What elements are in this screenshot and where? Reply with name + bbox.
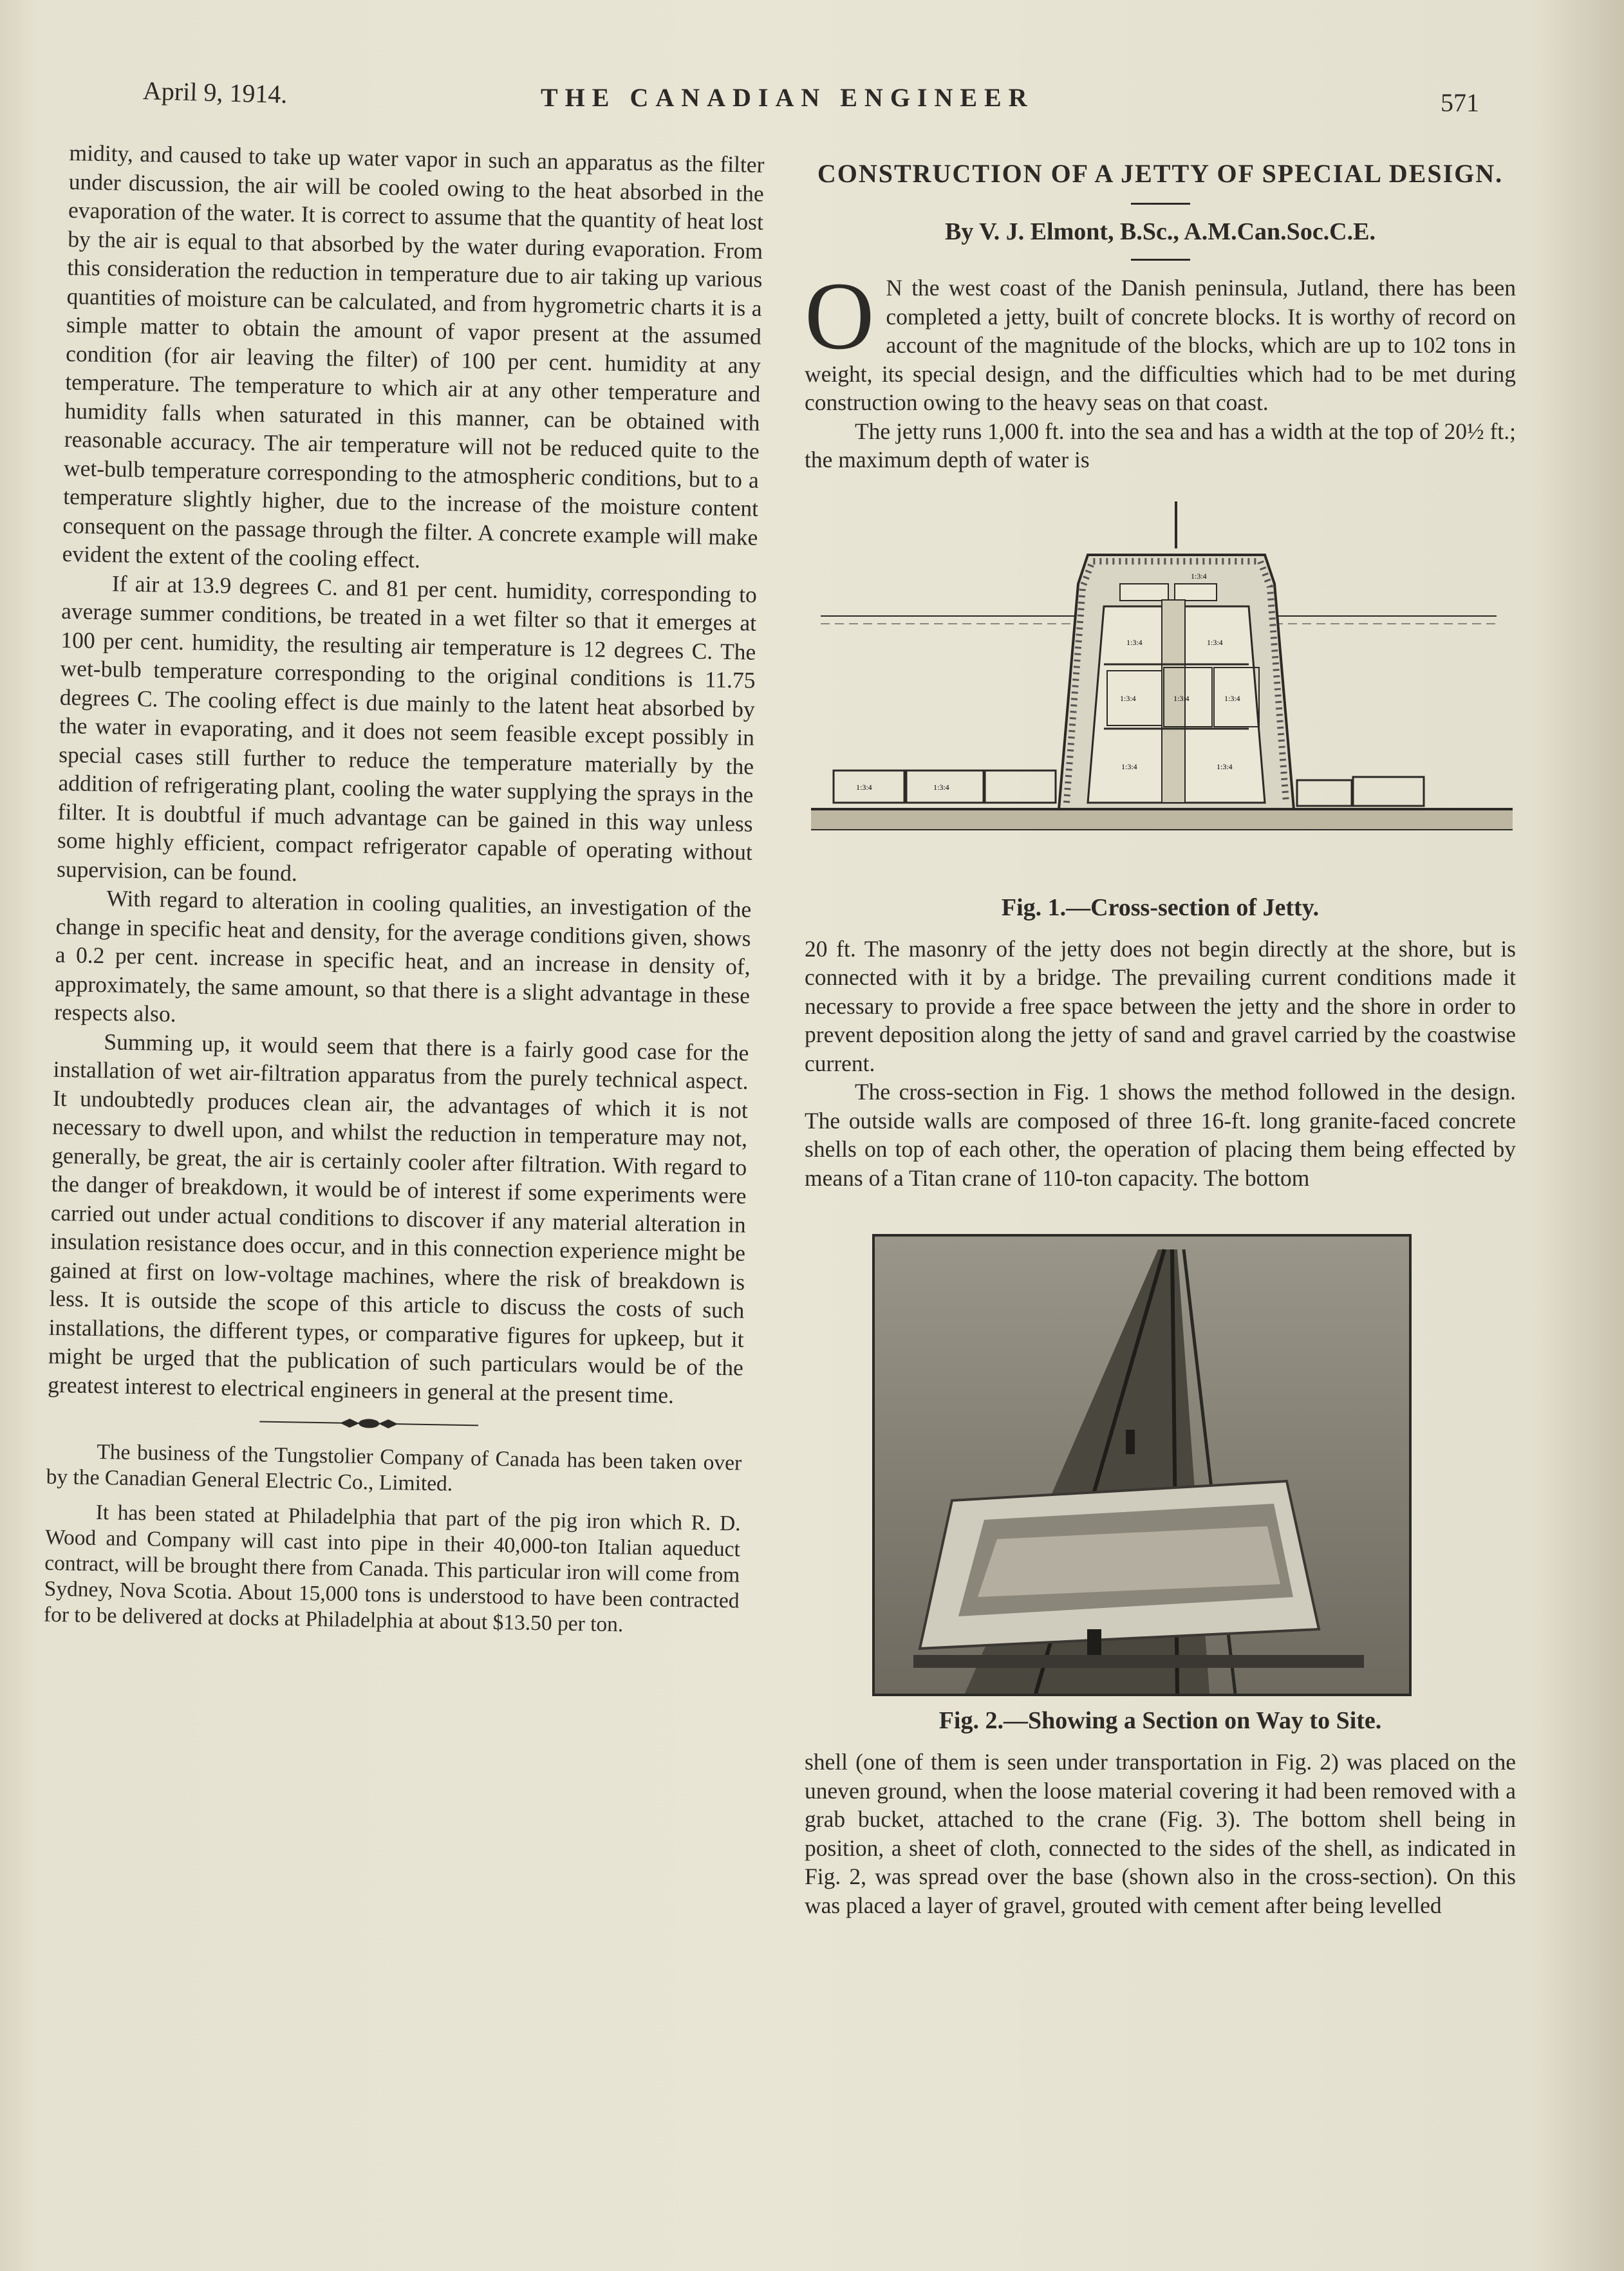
mix-label: 1:3:4 — [1224, 693, 1240, 703]
body-paragraph: Summing up, it would seem that there is a fairly good case for the installation of wet air-filtration apparatus from the purely technical aspect. It undoubtedly produces clean air, the advantages of which it is not necessary to dwell upon, and whilst the reduction in temperature may not, generally, be great, the air is certainly cooler after filtration. With regard to the danger of breakdown, it would be of interest if some experiments were carried out under actual conditions to discover if any material alteration in insulation resistance does occur, and in this connection experience might be gained at first on low-voltage machines, where the risk of breakdown is less. It is outside the scope of this article to discuss the costs of such installations, the different types, or comparative figures for upkeep, but it might be urged that the publication of such particulars would be of the greatest interest to electrical engineers in general at the present time. — [47, 1028, 749, 1408]
page-number: 571 — [1441, 88, 1479, 117]
figure-1-caption: Fig. 1.—Cross-section of Jetty. — [1001, 893, 1320, 921]
article-byline: By V. J. Elmont, B.Sc., A.M.Can.Soc.C.E. — [945, 218, 1376, 245]
body-paragraph: shell (one of them is seen under transportation in Fig. 2) was placed on the uneven ground, when the loose material covering it had been removed with a grab bucket, attached to the crane (Fig. 3). The bottom shell being in position, a sheet of cloth, connected to the sides of the shell, as indicated in Fig. 2, was spread over the base (shown also in the cross-section). On this was placed a layer of gravel, grouted with cement after being levelled — [805, 1749, 1516, 1918]
mix-label: 1:3:4 — [1207, 637, 1223, 647]
news-notes — [44, 1439, 742, 1640]
issue-date: April 9, 1914. — [142, 76, 288, 109]
title-rule — [1131, 203, 1190, 205]
journal-title: THE CANADIAN ENGINEER — [541, 83, 1034, 112]
figure-1 — [805, 494, 1516, 922]
body-paragraph: If air at 13.9 degrees C. and 81 per cent. humidity, corresponding to average summer conditions, be treated in a wet filter so that it emerges at 100 per cent. humidity, the resulting air temperature is 12 degrees C. The wet-bulb temperature corresponding to the original conditions is 11.75 degrees C. The cooling effect is due mainly to the latent heat absorbed by the water in evaporating, and it does not seem feasible except possibly in special cases still further to reduce the temperature materially by the addition of refrigerating plant, cooling the water supplying the sprays in the filter. It is doubtful if much advantage can be gained in this way unless some highly efficient, compact refrigerator capable of operating without supervision, can be found. — [56, 570, 758, 886]
body-paragraph: The jetty runs 1,000 ft. into the sea and has a width at the top of 20½ ft.; the maximum depth of water is — [805, 418, 1516, 472]
left-column — [35, 138, 765, 2145]
figure-2-caption: Fig. 2.—Showing a Section on Way to Site. — [938, 1707, 1382, 1734]
jetty-section-photo — [872, 1234, 1412, 1696]
body-paragraph: The cross-section in Fig. 1 shows the method followed in the design. The outside walls are composed of three 16-ft. long granite-faced concrete shells on top of each other, the operation of placing them being effected by means of a Titan crane of 110-ton capacity. The bottom — [805, 1079, 1516, 1191]
photo-illustration — [875, 1237, 1409, 1694]
mix-label: 1:3:4 — [1191, 571, 1207, 581]
body-paragraph: midity, and caused to take up water vapor in such an apparatus as the filter under discussion, the air will be cooled owing to the heat absorbed in the evaporation of the water. It is correct to assume that the quantity of heat lost by the air is equal to that absorbed by the water during evaporation. From this consideration the reduction in temperature due to air taking up various quantities of moisture can be calculated, and from hygrometric charts it is a simple matter to obtain the amount of vapor present at the assumed condition (for air leaving the filter) of 100 per cent. humidity at any temperature. The temperature to which air at any other temperature and humidity falls when saturated in this manner, can be obtained with reasonable accuracy. The air temperature will not be reduced quite to the wet-bulb temperature corresponding to the atmospheric conditions, but to a temperature slightly higher, due to the increase of the moisture content consequent on the passage through the filter. A concrete example will make evident the extent of the cooling effect. — [62, 139, 765, 573]
jetty-cross-section-diagram — [805, 494, 1519, 880]
mix-label: 1:3:4 — [1126, 637, 1143, 647]
drop-cap: O — [805, 263, 875, 369]
mix-label: 1:3:4 — [1120, 693, 1136, 703]
mix-label: 1:3:4 — [1121, 762, 1137, 771]
intro-paragraph — [805, 263, 1516, 417]
news-note: The business of the Tungstolier Company of Canada has been taken over by the Canadian General Electric Co., Limited. — [46, 1440, 742, 1496]
right-column — [805, 145, 1516, 1920]
intro-text: N the west coast of the Danish peninsula, Jutland, there has been completed a jetty, built of concrete blocks. It is worthy of record on account of the magnitude of the blocks, which are up to 102 tons in weight, its special design, and the difficulties which had to be met during construction owing to the heavy seas on that coast. — [805, 275, 1516, 415]
running-head — [0, 64, 1624, 122]
mix-label: 1:3:4 — [933, 782, 949, 792]
section-divider-ornament — [259, 1414, 478, 1433]
article-title: CONSTRUCTION OF A JETTY OF SPECIAL DESIGN. — [817, 159, 1504, 188]
body-paragraph: 20 ft. The masonry of the jetty does not begin directly at the shore, but is connected with it by a bridge. The prevailing current conditions made it necessary to provide a free space between the jetty and the shore in order to prevent deposition along the jetty of sand and gravel carried by the coastwise current. — [805, 935, 1516, 1076]
mix-label: 1:3:4 — [1217, 762, 1233, 771]
byline-rule — [1131, 259, 1190, 261]
mix-label: 1:3:4 — [856, 782, 872, 792]
news-note: It has been stated at Philadelphia that part of the pig iron which R. D. Wood and Company will cast into pipe in their 40,000-ton Italian aqueduct contract, will be brought there from Canada. This particular iron will come from Sydney, Nova Scotia. About 15,000 tons is understood to have been contracted for to be delivered at docks at Philadelphia at about $13.50 per ton. — [43, 1500, 741, 1637]
body-paragraph: With regard to alteration in cooling qualities, an investigation of the change in specific heat and density, for the average conditions given, shows a 0.2 per cent. increase in specific heat, and an increase in density of, approximately, the same amount, so that there is a slight advantage in these respects also. — [53, 885, 752, 1027]
mix-label: 1:3:4 — [1173, 693, 1190, 703]
figure-2 — [805, 1234, 1516, 1735]
